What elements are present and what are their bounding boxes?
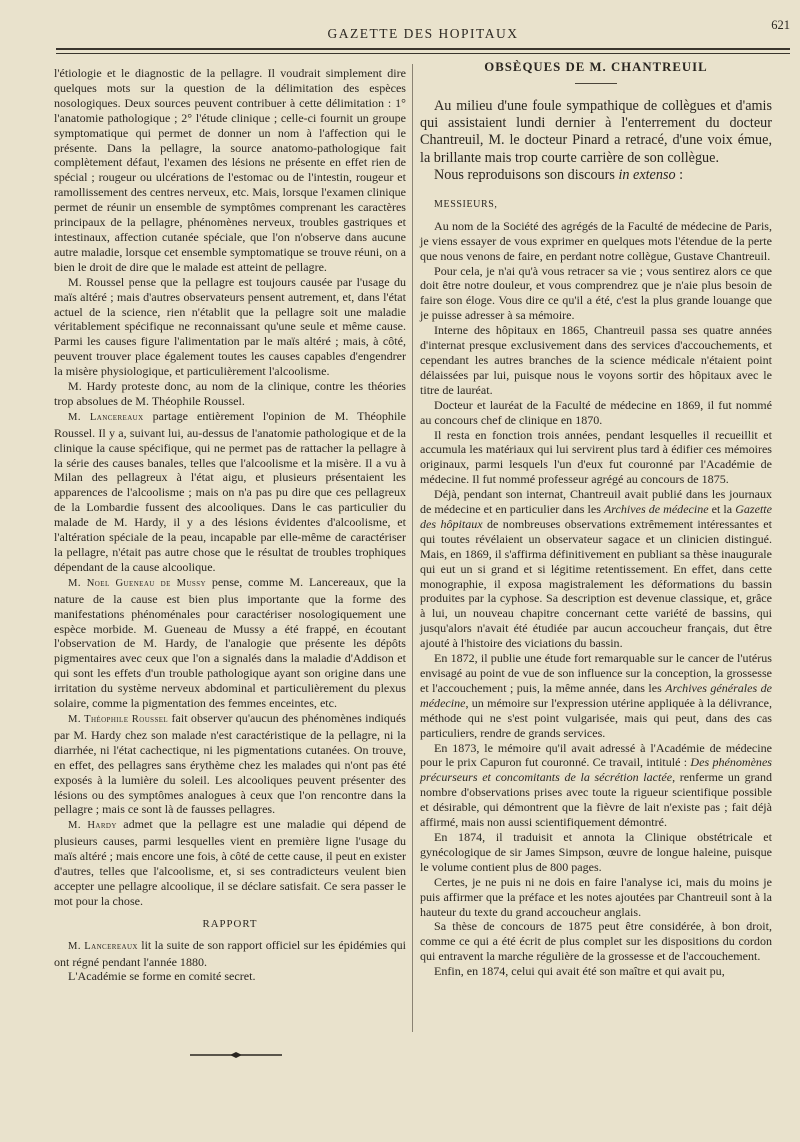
paragraph	[54, 575, 406, 711]
speaker-name: M. Lancereaux	[68, 940, 138, 952]
paragraph-text: et la	[708, 502, 736, 517]
paragraph: Il resta en fonction trois années, pendant lesquelles il recueillit et accumula les matériaux qui lui servirent plus tard à édifier ces mémoires originaux, parmi lesquels l'un d'eux fut couronné par l'Académie de médecine. Il fut nommé professeur agrégé au concours de 1875.	[420, 427, 772, 487]
paragraph-text: En 1873, le mémoire qu'il avait adressé à l'Académie de médecine pour le prix Capuron fut couronné. Ce travail, intitulé :	[420, 740, 772, 770]
paragraph: Interne des hôpitaux en 1865, Chantreuil passa ses quatre années d'internat presque exclusivement dans des services d'accouchements, et cependant les autres branches de la science médicale n'étaient point délaissées par lui, puisque nous le voyons sortir des hôpitaux avec le titre de lauréat.	[420, 323, 772, 397]
salutation: MESSIEURS,	[434, 198, 498, 210]
paragraph-text: partage entièrement l'opinion de M. Théophile Roussel. Il y a, suivant lui, au-dessus de l'anatomie pathologique et de la clinique la cause spécifique, qui ne permet pas de rattacher la pellagre à la série des causes banales, telles que l'alcoolisme et la misère. Il a vu à Milan des pellagreux à l'état aigu, et plusieurs présentaient les apparences de l'alcoolisme ; mais on n'a pas pu dire que ces pellagreux de la Lombardie fussent des alcooliques. Dans le cas particulier du malade de M. Hardy, il y a des lésions évidentes d'alcoolisme, et l'altération spéciale de la peau, incapable par elle-même de caractériser la pellagre, n'était pas autre chose que le résultat de troubles trophiques dépendant de la cause alcoolique.	[54, 408, 406, 574]
paragraph-text: admet que la pellagre est une maladie qui dépend de plusieurs causes, parmi lesquelles vient en première ligne l'usage du maïs altéré ; mais encore une fois, à côté de cette cause, il peut en exister d'autres, telles que l'alcoolisme, et, si ses contradicteurs veulent bien accepter une pellagre alcoolique, il se déclare satisfait. Ce sera passer le mot pour la chose.	[54, 817, 407, 908]
paragraph-text: pense, comme M. Lancereaux, que la nature de la cause est bien plus importante que la forme des manifestations phénoménales pour caractériser nosologiquement une espèce morbide. M. Gueneau de Mussy a été frappé, en écoutant l'observation de M. Hardy, de l'analogie que présente les dépôts pigmentaires avec ceux que l'on a signalés dans la maladie d'Addison et qui sont les effets d'un trouble pathologique ayant son origine dans une irritation du système nerveux abdominal et particulièrement du plexus solaire, comme la pigmentation des femmes enceintes, etc.	[54, 574, 406, 711]
paragraph: Enfin, en 1874, celui qui avait été son maître et qui avait pu,	[434, 964, 725, 979]
lead-text: :	[675, 166, 684, 183]
paragraph-text: lit la suite de son rapport officiel sur les épidémies qui ont régné pendant l'année 1880.	[54, 937, 406, 969]
paragraph-text: de nombreuses observations extrêmement intéressantes et qui toutes révélaient un observateur sagace et un clinicien distingué. Mais, en 1869, il s'affirma définitivement en publiant sa thèse inaugurale qui eut un si grand et si légitime retentissement. En effet, dans cette monographie, il exposa magistralement les déformations du bassin produites par la cyphose. Sa description est devenue classique, et, grâce à lui, un nouveau chapitre concernant cette variété de bassins, qui jusqu'alors n'avait été étudiée par aucun accoucheur français, dut être ajouté à l'histoire des viciations du bassin.	[420, 516, 772, 651]
paragraph	[420, 651, 772, 740]
paragraph-text: , renferme un grand nombre d'observations prises avec toute la rigueur scientifique possible et désirable, qui démontrent que la fièvre de lait n'existe pas ; fait déjà affirmé, mais non aussi scientifiquement démontré.	[420, 770, 772, 830]
paragraph: Certes, je ne puis ni ne dois en faire l'analyse ici, mais du moins je puis affirmer que la préface et les notes ajoutées par Chantreuil sont à la hauteur du texte du grand accoucheur anglais.	[420, 874, 772, 919]
left-column	[54, 66, 406, 984]
paragraph	[420, 741, 772, 830]
paragraph: Au nom de la Société des agrégés de la Faculté de médecine de Paris, je viens essayer de vous exprimer en quelques mots l'étendue de la perte que nous venons de faire, en perdant notre collègue, Gustave Chantreuil.	[420, 218, 772, 263]
speaker-name: M. Hardy	[68, 820, 117, 832]
journal-title: Gazette des hôpitaux	[420, 502, 772, 531]
paragraph	[420, 487, 772, 651]
lead-paragraph: Au milieu d'une foule sympathique de collègues et d'amis qui assistaient lundi dernier à l'enterrement du docteur Chantreuil, M. le docteur Pinard a retracé, d'une voix émue, la brillante mais trop courte carrière de son collègue.	[420, 97, 772, 166]
paragraph	[54, 409, 406, 575]
title-rule	[575, 83, 617, 84]
lead-italic: in extenso	[618, 166, 676, 183]
paragraph: L'Académie se forme en comité secret.	[68, 969, 256, 984]
paragraph-text: fait observer qu'aucun des phénomènes indiqués par M. Hardy chez son malade n'est caractéristique de la pellagre, ni la diarrhée, ni l'état cachectique, ni les pigmentations cutanées. On trouve, en effet, des pellagres sans érythème chez les malades qui n'ont pas été exposés à la lumière du soleil. Les alcooliques peuvent présenter des lésions ou des symptômes analogues à ceux que l'on rencontre dans la pellagre ; mais ce sont là de fausses pellagres.	[54, 710, 406, 817]
paragraph: Docteur et lauréat de la Faculté de médecine en 1869, il fut nommé au concours chef de clinique en 1870.	[420, 397, 772, 427]
paragraph: Pour cela, je n'ai qu'à vous retracer sa vie ; vous sentirez alors ce que doit être notre douleur, et vous comprendrez que je n'aie plus besoin de faire son éloge. Vous dire ce qu'il a été, c'est la plus grande louange que je puisse adresser à sa mémoire.	[420, 263, 772, 323]
lead-text: Nous reproduisons son discours	[434, 166, 619, 183]
section-title-rapport: RAPPORT	[202, 917, 258, 930]
paragraph-text: Déjà, pendant son internat, Chantreuil avait publié dans les journaux de médecine et en particulier dans les	[420, 487, 772, 517]
work-title: Des phénomènes précurseurs et concomitants de la sécrétion lactée	[420, 755, 772, 785]
journal-title: Archives de médecine	[603, 502, 709, 517]
paragraph	[54, 938, 406, 970]
speaker-name: M. Lancereaux	[68, 411, 144, 423]
article-lead	[420, 98, 772, 184]
paragraph: M. Roussel pense que la pellagre est toujours causée par l'usage du maïs altéré ; mais d'autres observateurs pensent autrement, et, dans l'état actuel de la science, rien n'établit que la pellagre soit une maladie véritablement spécifique ne reconnaissant qu'une seule et même cause. Parmi les causes figure l'alimentation par le maïs altéré ; mais, à côté, peuvent trouver place également toutes les causes capables d'engendrer la misère physiologique, et particulièrement l'alcoolisme.	[54, 274, 406, 379]
paragraph-text: , un mémoire sur l'expression utérine appliquée à la délivrance, méthode qui ne s'est point vulgarisée, mais qui peut, dans des cas particuliers, rendre de grands services.	[420, 695, 772, 740]
paragraph	[54, 711, 406, 817]
paragraph-text: En 1872, il publie une étude fort remarquable sur le cancer de l'utérus envisagé au point de vue de son influence sur la conception, la grossesse et l'accouchement ; puis, la même année, dans les	[420, 651, 772, 695]
end-ornament	[190, 1052, 282, 1058]
page-header	[56, 18, 790, 62]
right-column	[420, 60, 772, 979]
salutation-block	[420, 198, 772, 213]
speaker-name: M. Théophile Roussel	[68, 713, 169, 725]
paragraph: l'étiologie et le diagnostic de la pellagre. Il voudrait simplement dire quelques mots sur la question de la délimitation des espèces nosologiques. Deux sources peuvent contribuer à cette délimitation : 1° l'anatomie pathologique ; 2° l'étude clinique ; celle-ci fournit un groupe symptomatique qui permet de donner un nom à l'affection qui le présente. Dans la pellagre, la source anatomo-pathologique fait complètement défaut, l'examen des lésions ne présente en effet rien de spécial ; rougeur ou ulcérations de l'estomac ou de l'intestin, rougeur et ramollissement des centres nerveux, etc. Mais, lorsque l'examen clinique permet de réunir un ensemble de symptômes comprenant les caractères principaux de la pellagre, phénomènes nerveux, troubles gastriques et intestinaux, affection cutanée spéciale, que l'on n'observe dans aucune autre maladie, lorsque cet ensemble symptomatique se trouve réuni, on a bien le droit de dire que le malade est atteint de pellagre.	[54, 66, 406, 274]
speaker-name: M. Noel Gueneau de Mussy	[68, 577, 206, 589]
running-title: GAZETTE DES HOPITAUX	[327, 26, 519, 41]
paragraph: M. Hardy proteste donc, au nom de la clinique, contre les théories trop absolues de M. Théophile Roussel.	[54, 379, 406, 408]
paragraph: En 1874, il traduisit et annota la Clinique obstétricale et gynécologique de sir James Simpson, œuvre de longue haleine, puisque le volume contient plus de 800 pages.	[420, 829, 772, 874]
journal-title: Archives générales de médecine	[420, 680, 773, 710]
header-rule-thick	[56, 48, 790, 50]
lead-paragraph	[420, 167, 772, 184]
paragraph	[54, 817, 406, 908]
column-divider	[412, 64, 413, 1032]
article-title: OBSÈQUES DE M. CHANTREUIL	[484, 60, 708, 74]
header-rule-thin	[56, 53, 790, 54]
page-number: 621	[771, 18, 790, 32]
paragraph: Sa thèse de concours de 1875 peut être considérée, à bon droit, comme ce qui a été écrit de plus complet sur les dispositions du cordon qui entravent la marche régulière de la grossesse et de l'accouchement.	[420, 919, 772, 964]
